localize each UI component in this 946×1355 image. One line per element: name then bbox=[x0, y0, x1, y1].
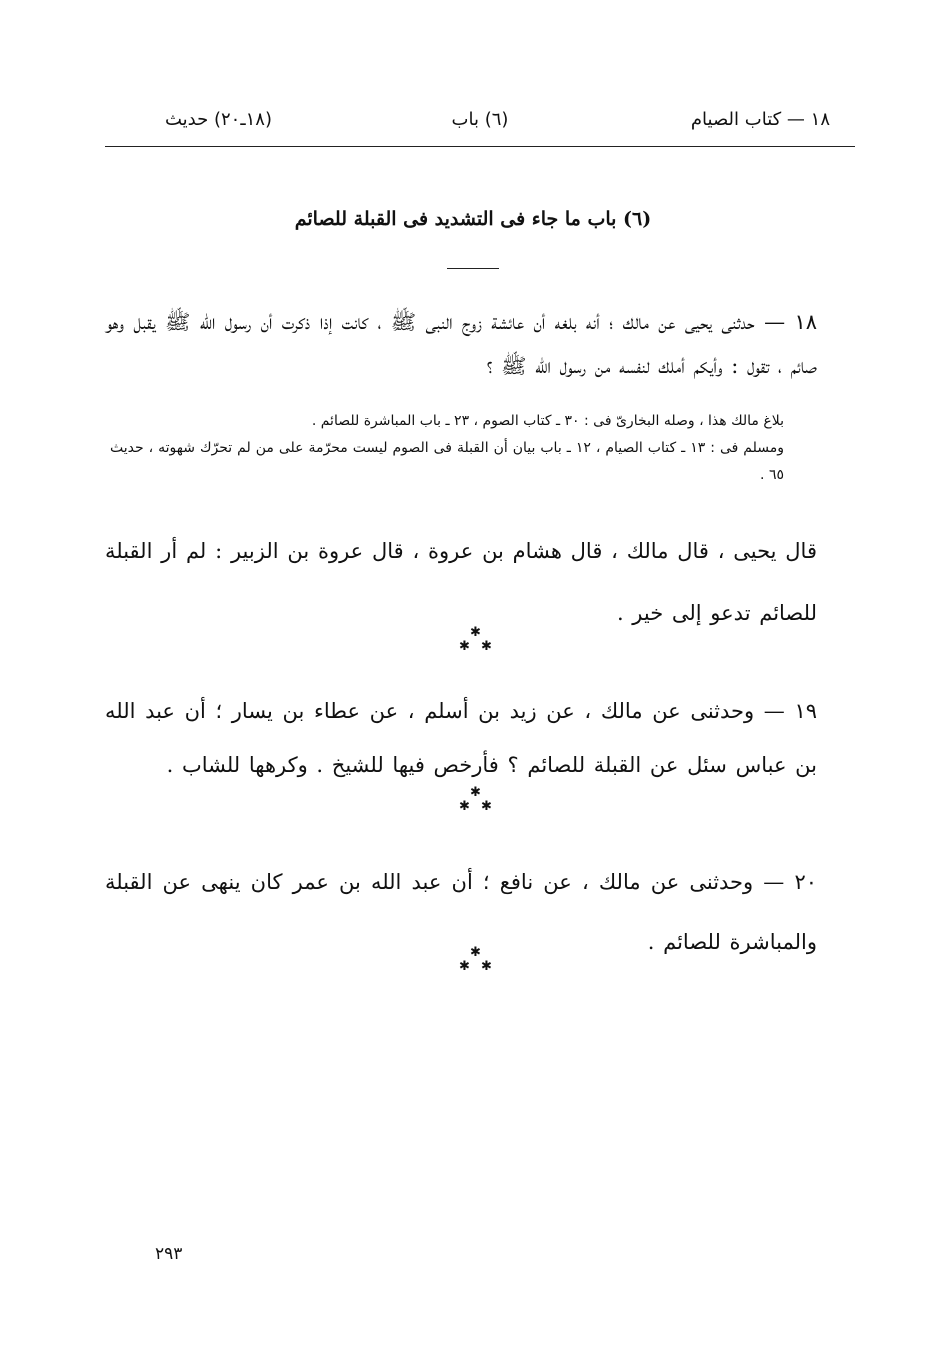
hadith-20: ٢٠ — وحدثنى عن مالك ، عن نافع ؛ أن عبد الله بن عمر كان ينهى عن القبلة والمباشرة للصائم . bbox=[105, 870, 817, 954]
page-number: ٢٩٣ bbox=[155, 1244, 183, 1264]
saying-urwah: قال يحيى ، قال مالك ، قال هشام بن عروة ، قال عروة بن الزبير : لم أر القبلة للصائم تدعو إلى خير . bbox=[105, 539, 817, 625]
header-section: (٦) باب bbox=[451, 109, 509, 130]
separator-stars: ✱ ✱ ✱ bbox=[459, 625, 492, 654]
running-header bbox=[105, 103, 855, 143]
header-chapter: ١٨ — كتاب الصيام bbox=[690, 109, 830, 130]
hadith-18-notes bbox=[110, 408, 812, 489]
hadith-19: ١٩ — وحدثنى عن مالك ، عن زيد بن أسلم ، عن عطاء بن يسار ؛ أن عبد الله بن عباس سئل عن القبلة للصائم ؟ فأرخص فيها للشيخ . وكرهها للشاب . bbox=[105, 699, 817, 777]
header-hadith-range: (١٨ـ٢٠) حديث bbox=[165, 109, 273, 130]
note-bukhari: بلاغ مالك هذا ، وصله البخارىّ فى : ٣٠ ـ كتاب الصوم ، ٢٣ ـ باب المباشرة للصائم . bbox=[311, 413, 784, 429]
separator-stars: ✱ ✱ ✱ bbox=[459, 785, 492, 814]
chapter-title: (٦) باب ما جاء فى التشديد فى القبلة للصائم bbox=[294, 208, 652, 230]
hadith-18: ١٨ — حدثنى يحيى عن مالك ؛ أنه بلغه أن عائشة زوج النبى ﷺ ، كانت إذا ذكرت أن رسول الله ﷺ يقبل وهو صائم ، تقول : وأيكم أملك لنفسه من رسول الله ﷺ ؟ bbox=[105, 310, 817, 378]
title-divider bbox=[447, 268, 499, 269]
separator-stars: ✱ ✱ ✱ bbox=[459, 945, 492, 974]
header-divider bbox=[105, 146, 855, 147]
note-muslim: ومسلم فى : ١٣ ـ كتاب الصيام ، ١٢ ـ باب بيان أن القبلة فى الصوم ليست محرّمة على من لم تحرّك شهوته ، حديث ٦٥ . bbox=[110, 440, 784, 483]
